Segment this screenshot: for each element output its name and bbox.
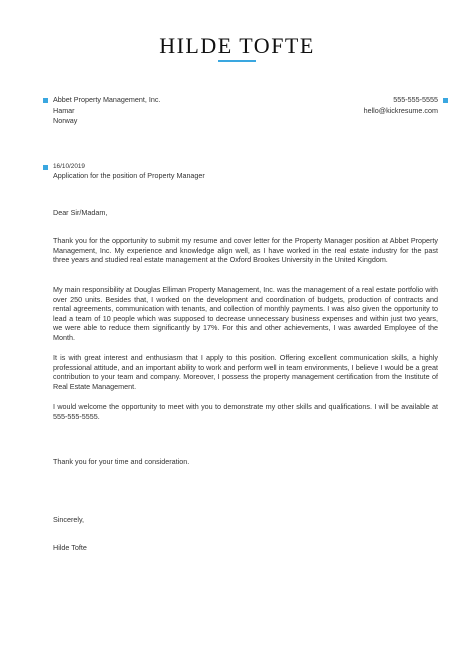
recipient-country: Norway	[53, 116, 78, 125]
letter-signature: Hilde Tofte	[53, 543, 87, 552]
date-bullet-icon	[43, 165, 48, 170]
contact-email: hello@kickresume.com	[363, 105, 438, 115]
recipient-city: Hamar	[53, 105, 75, 115]
body-paragraph-2: My main responsibility at Douglas Elliman Property Management, Inc. was the management of a real estate portfolio with over 250 units. Besides that, I worked on the development and coordination of budgets, production of contracts and rental agreements, communication with tenants, and collection of monthly payments. I was also given the opportunity to lead a team of 10 people which was supposed to decrease unnecessary business expenses and within just two years, we were able to reduce them significantly by 17%. For this and other achievements, I was awarded Employee of the Month.	[53, 285, 438, 342]
letter-thanks: Thank you for your time and consideration.	[53, 457, 190, 466]
letter-closing: Sincerely,	[53, 515, 85, 524]
letter-greeting: Dear Sir/Madam,	[53, 208, 108, 217]
name-underline-accent	[218, 60, 256, 62]
recipient-company: Abbet Property Management, Inc.	[53, 95, 161, 104]
body-paragraph-3: It is with great interest and enthusiasm that I apply to this position. Offering excellent communication skills, a highly professional attitude, and an important ability to work and perform well in team environments, I believe I would be a great contribution to your team and company. Moreover, I possess the property management certification from the Institute of Real Estate Management.	[53, 353, 438, 391]
applicant-name: HILDE TOFTE	[159, 33, 315, 58]
contact-bullet-icon	[443, 98, 448, 103]
contact-phone: 555-555-5555	[393, 95, 438, 104]
body-paragraph-1: Thank you for the opportunity to submit my resume and cover letter for the Property Manager position at Abbet Property Management, Inc. My experience and knowledge align well, as I have worked in the real estate industry for the past three years and studied real estate management at the Oxford Brookes University in the United Kingdom.	[53, 236, 438, 265]
letter-date: 16/10/2019	[53, 163, 85, 170]
letter-subject: Application for the position of Property Manager	[53, 171, 205, 180]
recipient-bullet-icon	[43, 98, 48, 103]
body-paragraph-4: I would welcome the opportunity to meet with you to demonstrate my other skills and qualifications. I will be available at 555-555-5555.	[53, 402, 438, 421]
